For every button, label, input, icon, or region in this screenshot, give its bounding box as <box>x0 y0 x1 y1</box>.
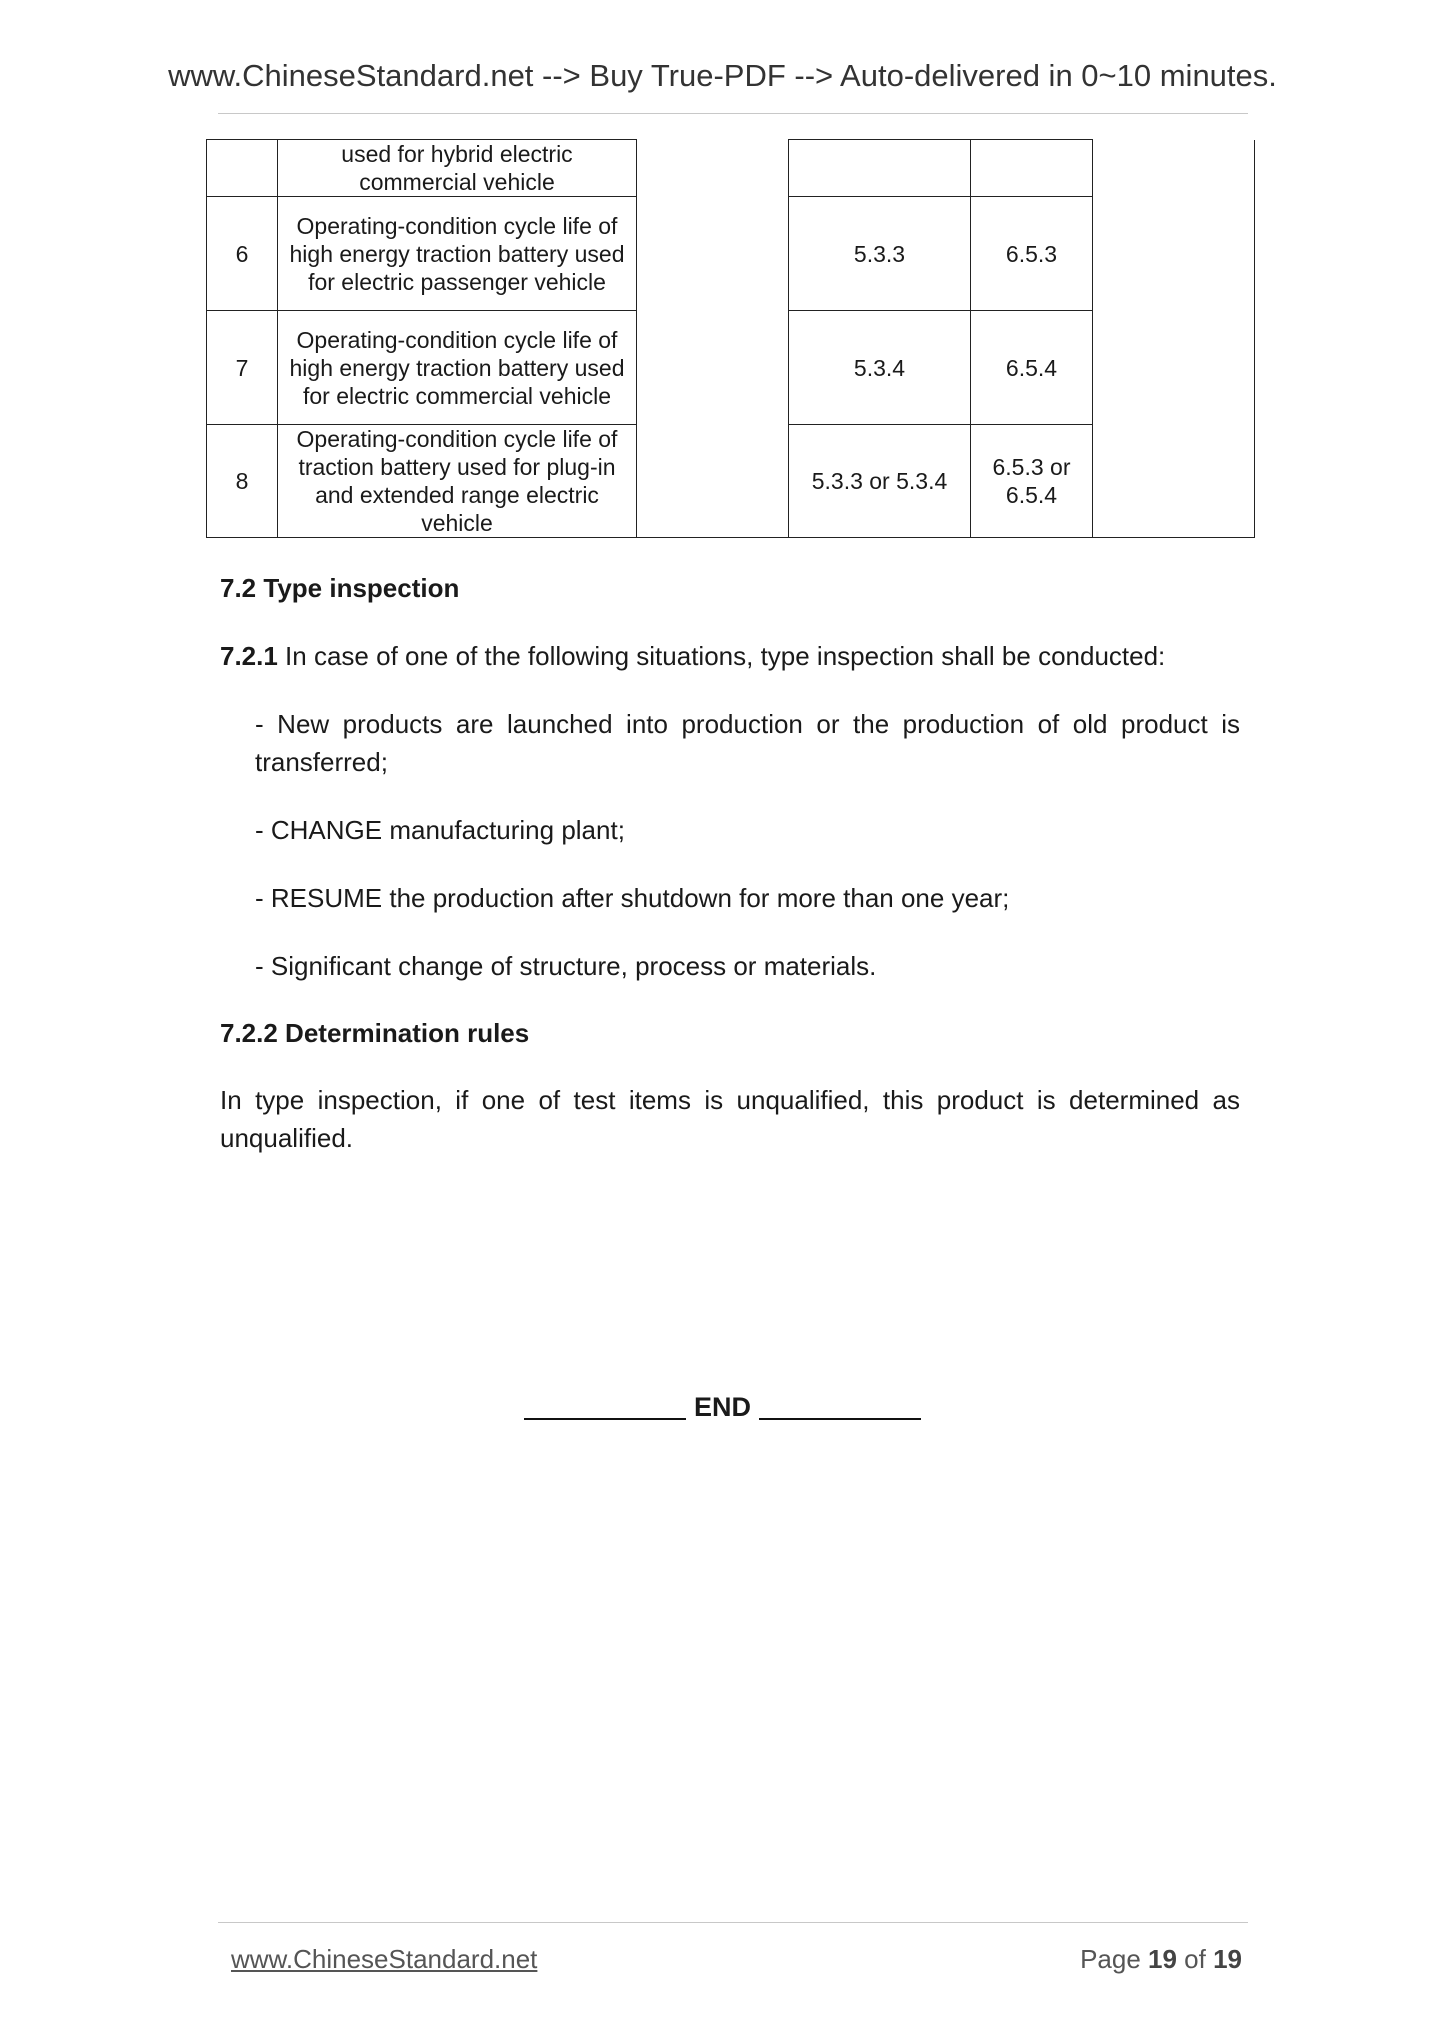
merged-blank-cell <box>1093 140 1255 538</box>
test-item-cell: Operating-condition cycle life of traction battery used for plug-in and extended range electric vehicle <box>278 425 637 538</box>
inspection-items-table <box>206 139 1255 538</box>
list-item: - New products are launched into production or the production of old product is transferred; <box>255 709 1240 777</box>
row-number-cell: 8 <box>207 425 278 538</box>
end-rule-left <box>524 1418 686 1420</box>
test-item-cell: used for hybrid electric commercial vehicle <box>278 140 637 197</box>
total-pages: 19 <box>1213 1944 1242 1974</box>
end-rule-right <box>759 1418 921 1420</box>
test-method-cell: 6.5.3 or 6.5.4 <box>971 425 1093 538</box>
test-item-cell: Operating-condition cycle life of high energy traction battery used for electric passenger vehicle <box>278 197 637 311</box>
requirement-clause-cell: 5.3.3 or 5.3.4 <box>789 425 971 538</box>
merged-blank-cell <box>637 140 789 538</box>
end-marker <box>0 1392 1445 1423</box>
requirement-clause-cell <box>789 140 971 197</box>
test-method-cell: 6.5.3 <box>971 197 1093 311</box>
table-row <box>207 140 1255 197</box>
list-item: - Significant change of structure, process or materials. <box>255 951 877 981</box>
list-item: - CHANGE manufacturing plant; <box>255 815 625 845</box>
header-banner: www.ChineseStandard.net --> Buy True-PDF --> Auto-delivered in 0~10 minutes. <box>168 58 1277 93</box>
footer-website-link[interactable]: www.ChineseStandard.net <box>231 1944 538 1974</box>
determination-paragraph: In type inspection, if one of test items is unqualified, this product is determined as unqualified. <box>220 1085 1240 1153</box>
clause-7-2-1 <box>220 637 1240 675</box>
clause-number: 7.2.1 <box>220 641 278 671</box>
clause-text: In case of one of the following situations, type inspection shall be conducted: <box>277 641 1166 671</box>
sub-heading: 7.2.2 Determination rules <box>220 1018 530 1048</box>
current-page: 19 <box>1148 1944 1177 1974</box>
footer-divider <box>218 1922 1248 1923</box>
list-item: - RESUME the production after shutdown for more than one year; <box>255 883 1010 913</box>
test-method-cell <box>971 140 1093 197</box>
requirement-clause-cell: 5.3.4 <box>789 311 971 425</box>
section-heading: 7.2 Type inspection <box>220 573 460 603</box>
requirement-clause-cell: 5.3.3 <box>789 197 971 311</box>
test-item-cell: Operating-condition cycle life of high energy traction battery used for electric commercial vehicle <box>278 311 637 425</box>
page-number: Page 19 of 19 <box>1080 1944 1242 1974</box>
row-number-cell: 7 <box>207 311 278 425</box>
test-method-cell: 6.5.4 <box>971 311 1093 425</box>
row-number-cell <box>207 140 278 197</box>
header-divider <box>218 113 1248 114</box>
end-label: END <box>693 1392 751 1422</box>
row-number-cell: 6 <box>207 197 278 311</box>
